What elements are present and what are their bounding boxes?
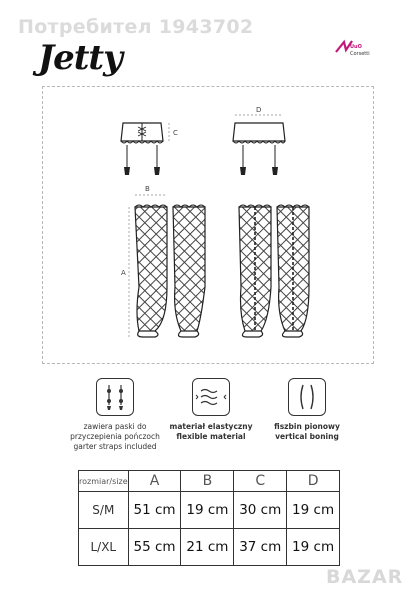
table-cell: 37 cm [234, 529, 287, 566]
size-table-header-label: rozmiar/size [79, 471, 129, 492]
feature-caption-line: garter straps included [73, 442, 157, 451]
column-header: D [287, 471, 340, 492]
partner-logo [334, 38, 380, 58]
table-row [79, 492, 340, 529]
size-label: L/XL [79, 529, 129, 566]
table-cell: 19 cm [287, 529, 340, 566]
svg-text:Corsetti: Corsetti [350, 51, 370, 57]
garter-belt-back [233, 123, 285, 175]
feature-caption-line: zawiera paski do [83, 422, 147, 431]
feature-caption-line: fiszbin pionowy [274, 422, 340, 431]
svg-text:UuO: UuO [350, 44, 362, 50]
feature-caption-line: materiał elastyczny [169, 422, 253, 431]
dimension-b-label: B [145, 185, 150, 193]
footer-watermark: BAZAR [326, 566, 404, 588]
garter-straps-icon [96, 378, 134, 416]
column-header: C [234, 471, 287, 492]
dimension-d-label: D [256, 106, 262, 114]
table-row [79, 529, 340, 566]
table-cell: 19 cm [287, 492, 340, 529]
watermark-text: Потребител 1943702 [18, 16, 254, 38]
size-label: S/M [79, 492, 129, 529]
table-cell: 30 cm [234, 492, 287, 529]
column-header: A [128, 471, 181, 492]
feature-caption-line: przyczepienia pończoch [70, 432, 160, 441]
dimension-a-label: A [121, 269, 126, 277]
garter-belt-front [121, 123, 163, 175]
dimension-c-label: C [173, 129, 178, 137]
table-cell: 19 cm [181, 492, 234, 529]
features-row [60, 378, 360, 458]
feature-caption-line: flexible material [176, 432, 246, 441]
feature-vertical-boning [252, 378, 362, 442]
table-cell: 55 cm [128, 529, 181, 566]
size-table-header [79, 471, 340, 492]
feature-elastic-material [156, 378, 266, 442]
stockings-back [239, 205, 309, 337]
brand-logo: Jetty [38, 38, 122, 78]
stockings-front [135, 205, 205, 337]
size-table [78, 470, 340, 566]
column-header: B [181, 471, 234, 492]
vertical-boning-icon [288, 378, 326, 416]
feature-garter-straps [60, 378, 170, 452]
technical-drawing [42, 86, 374, 364]
feature-caption-line: vertical boning [275, 432, 339, 441]
table-cell: 21 cm [181, 529, 234, 566]
elastic-material-icon [192, 378, 230, 416]
table-cell: 51 cm [128, 492, 181, 529]
